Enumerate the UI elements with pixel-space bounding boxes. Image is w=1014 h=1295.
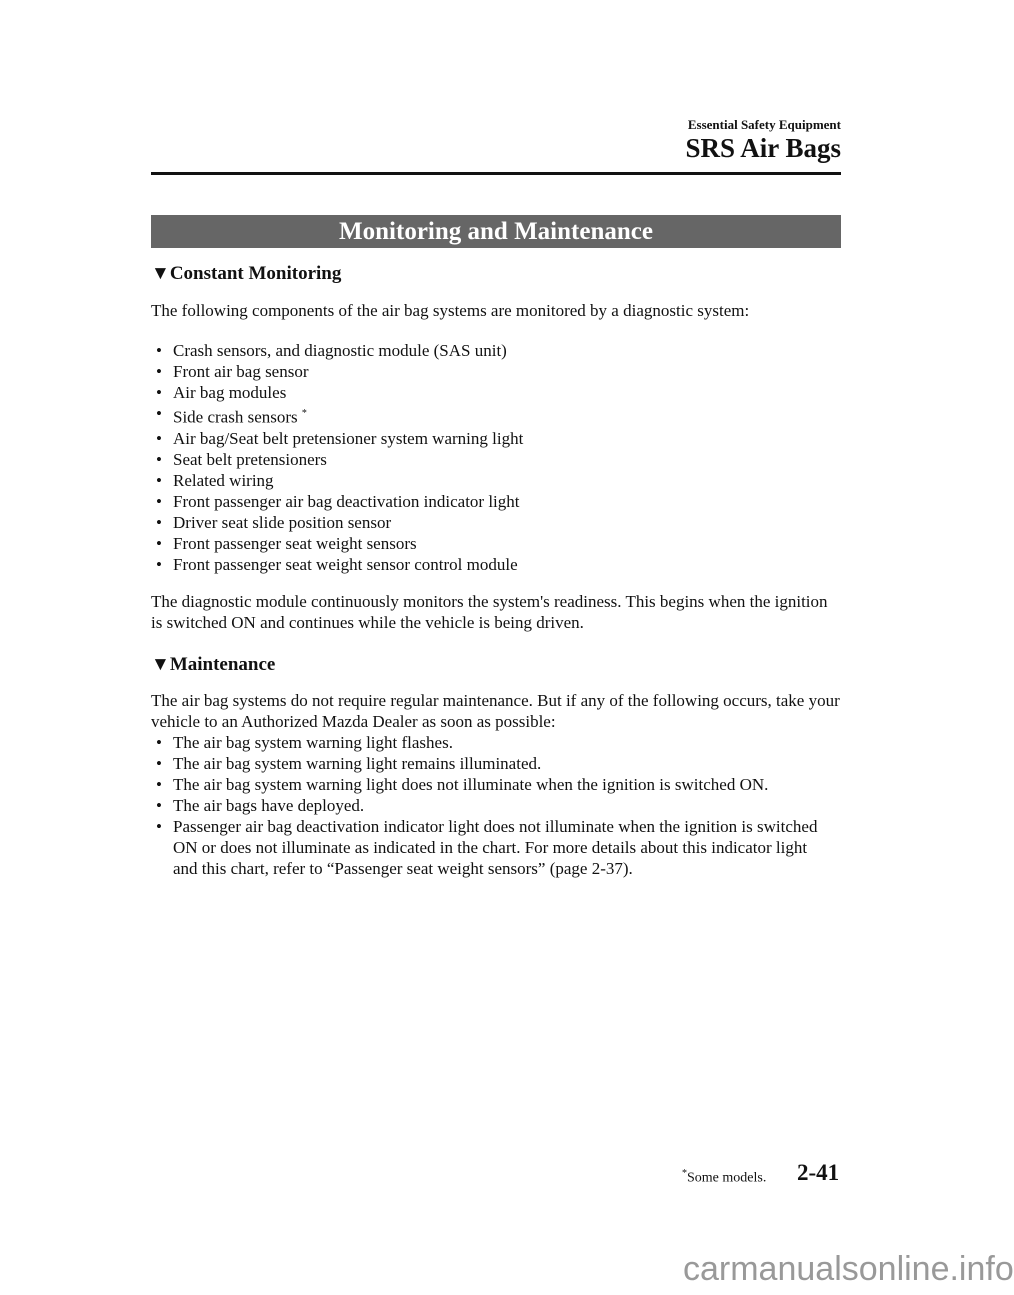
header-rule	[151, 172, 841, 175]
list-item: • The air bag system warning light flashes.	[156, 733, 453, 752]
bullet-icon: •	[156, 404, 162, 423]
maintenance-intro: The air bag systems do not require regular maintenance. But if any of the following occurs, take your vehicle to an Authorized Mazda Dealer as soon as possible:	[151, 691, 840, 731]
list-item: • The air bag system warning light remains illuminated.	[156, 754, 542, 773]
list-item: • Crash sensors, and diagnostic module (SAS unit)	[156, 341, 507, 360]
bullet-icon: •	[156, 362, 162, 381]
list-item: • Front air bag sensor	[156, 362, 309, 381]
list-item: • Air bag modules	[156, 383, 287, 402]
triangle-icon: ▼	[151, 263, 170, 284]
triangle-icon: ▼	[151, 654, 170, 675]
asterisk-icon: *	[301, 408, 307, 419]
page-number: 2-41	[797, 1160, 840, 1185]
list-item: • Seat belt pretensioners	[156, 449, 327, 469]
constant-intro: The following components of the air bag systems are monitored by a diagnostic system:	[151, 301, 750, 320]
list-item: • Front passenger air bag deactivation indicator light	[156, 491, 520, 511]
bullet-icon: •	[156, 491, 162, 511]
bullet-icon: •	[156, 428, 162, 448]
section-band: Monitoring and Maintenance	[151, 215, 841, 248]
constant-outro: The diagnostic module continuously monitors the system's readiness. This begins when the ignition is switched ON and continues while the vehicle is being driven.	[151, 592, 828, 632]
section-label: Essential Safety Equipment	[687, 117, 841, 132]
bullet-icon: •	[156, 449, 162, 469]
watermark: carmanualsonline.info	[683, 1250, 1014, 1288]
list-item: • Passenger air bag deactivation indicator light does not illuminate when the ignition is switched ON or does not illuminate as indicated in the chart. For more details about this indicator light and this chart, refer to “Passenger seat weight sensors” (page 2-37).	[156, 817, 818, 878]
bullet-icon: •	[156, 341, 162, 360]
heading-maintenance: ▼Maintenance	[151, 654, 276, 675]
bullet-icon: •	[156, 554, 162, 574]
list-item: • The air bags have deployed.	[156, 796, 365, 815]
maintenance-list	[151, 732, 831, 879]
heading-constant-monitoring: ▼Constant Monitoring	[151, 263, 342, 284]
bullet-icon: •	[156, 796, 162, 815]
bullet-icon: •	[156, 470, 162, 490]
chapter-title: SRS Air Bags	[685, 133, 841, 163]
monitored-components-list	[151, 340, 851, 575]
bullet-icon: •	[156, 512, 162, 532]
footnote: *Some models.	[682, 1168, 767, 1186]
list-item: • The air bag system warning light does not illuminate when the ignition is switched ON.	[156, 775, 769, 794]
bullet-icon: •	[156, 383, 162, 402]
list-item: • Related wiring	[156, 470, 274, 490]
asterisk-icon: *	[682, 1168, 687, 1179]
bullet-icon: •	[156, 754, 162, 773]
list-item: • Air bag/Seat belt pretensioner system warning light	[156, 428, 524, 448]
list-item: • Front passenger seat weight sensor control module	[156, 554, 518, 574]
list-item: • Front passenger seat weight sensors	[156, 533, 417, 553]
bullet-icon: •	[156, 775, 162, 794]
list-item: • Side crash sensors *	[156, 404, 307, 427]
list-item: • Driver seat slide position sensor	[156, 512, 392, 532]
bullet-icon: •	[156, 733, 162, 752]
bullet-icon: •	[156, 817, 162, 836]
bullet-icon: •	[156, 533, 162, 553]
